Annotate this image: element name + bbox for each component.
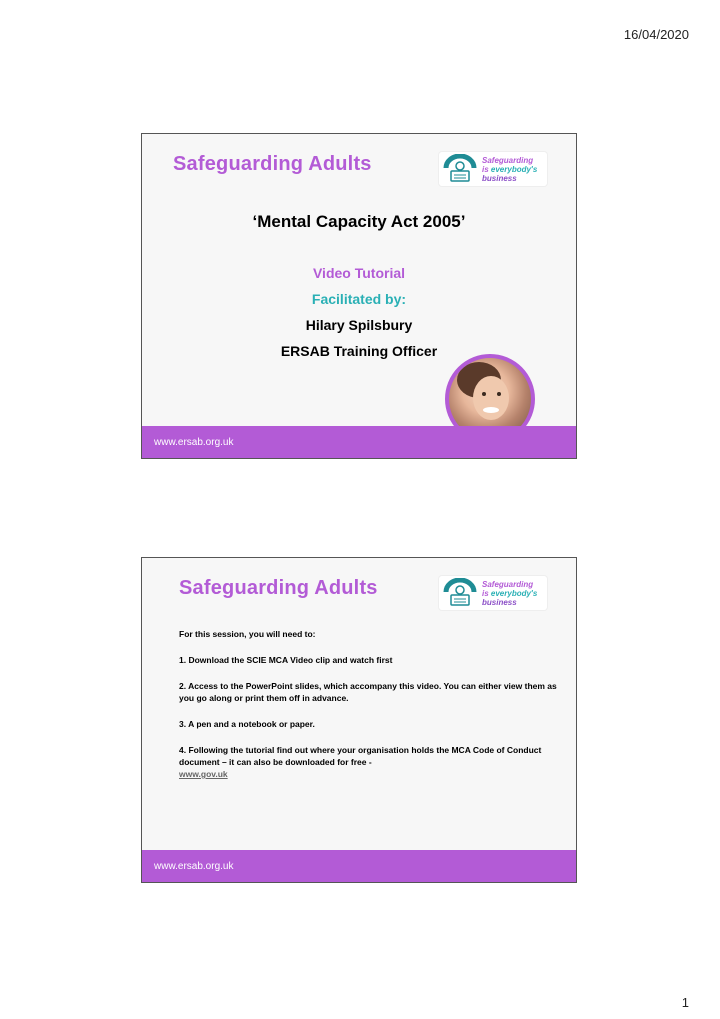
video-tutorial-label: Video Tutorial — [312, 265, 406, 281]
logo-line-1: Safeguarding — [482, 155, 534, 165]
requirement-item-2: 2. Access to the PowerPoint slides, which accompany this video. You can either view them as you go along or print them off in advance. — [179, 681, 557, 703]
logo-line-3: business — [482, 173, 517, 183]
facilitated-by-label: Facilitated by: — [311, 291, 407, 307]
logo-text — [482, 580, 537, 607]
gov-uk-link[interactable]: www.gov.uk — [179, 769, 228, 779]
requirement-item-1: 1. Download the SCIE MCA Video clip and watch first — [179, 655, 393, 665]
logo-line-1: Safeguarding — [482, 579, 534, 589]
east-riding-stamp-icon — [443, 578, 477, 608]
logo-line-2: is everybody's — [482, 164, 538, 174]
requirements-intro: For this session, you will need to: — [179, 629, 316, 639]
presenter-role: ERSAB Training Officer — [280, 343, 438, 359]
slide-footer: www.ersab.org.uk — [142, 426, 576, 458]
safeguarding-logo — [439, 576, 547, 610]
page-number: 1 — [681, 995, 689, 1010]
slide-title: Safeguarding Adults — [179, 577, 378, 599]
logo-text — [482, 156, 537, 183]
logo-line-3: business — [482, 597, 517, 607]
slide-footer: www.ersab.org.uk — [142, 850, 576, 882]
requirement-item-3: 3. A pen and a notebook or paper. — [179, 719, 315, 729]
slide-subtitle: ‘Mental Capacity Act 2005’ — [252, 212, 466, 231]
slide-title-card — [141, 133, 577, 459]
presenter-name: Hilary Spilsbury — [305, 317, 413, 333]
requirement-item-4 — [179, 744, 559, 780]
east-riding-stamp-icon — [443, 154, 477, 184]
requirements-list — [179, 628, 559, 794]
slide-requirements — [141, 557, 577, 883]
page-date: 16/04/2020 — [623, 27, 689, 42]
requirement-item-4-text: 4. Following the tutorial find out where your organisation holds the MCA Code of Conduct document – it can also be downloaded for free - — [179, 745, 542, 767]
logo-line-2: is everybody's — [482, 588, 538, 598]
slide-title: Safeguarding Adults — [173, 153, 372, 175]
safeguarding-logo — [439, 152, 547, 186]
